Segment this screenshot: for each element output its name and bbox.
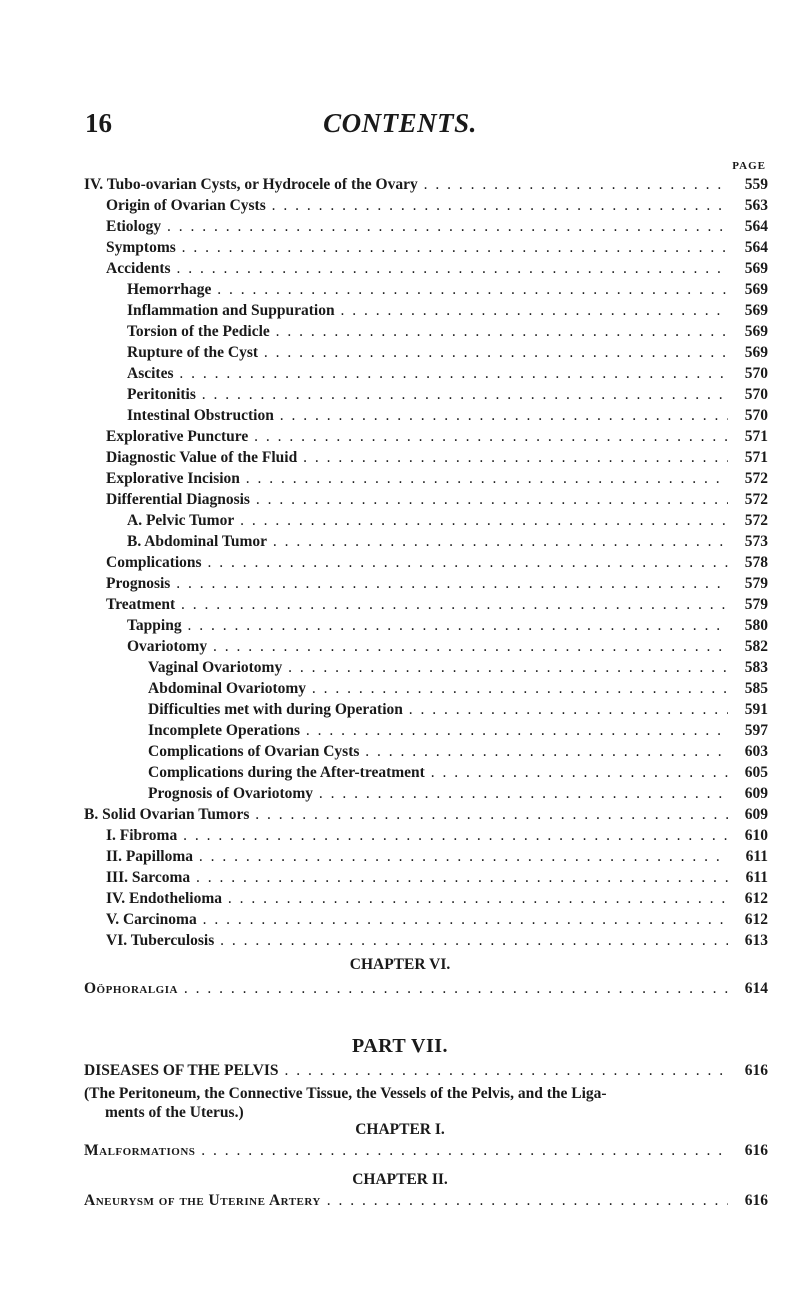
toc-entry — [0, 1191, 800, 1211]
toc-entry — [0, 889, 800, 909]
toc-entry-page: 613 — [728, 931, 768, 951]
toc-entry-label: Aneurysm of the Uterine Artery . . . — [84, 1191, 728, 1211]
toc-entry-page: 611 — [728, 847, 768, 867]
toc-entry-page: 616 — [728, 1061, 768, 1081]
toc-entry-label: Differential Diagnosis . . . — [106, 490, 728, 510]
toc-entry-page: 612 — [728, 910, 768, 930]
toc-entry-label: III. Sarcoma . . . — [106, 868, 728, 888]
toc-entry — [0, 574, 800, 594]
toc-entry-label: Origin of Ovarian Cysts . . . — [106, 196, 728, 216]
toc-entry-label: Complications of Ovarian Cysts . . . — [148, 742, 728, 762]
chapter-heading: CHAPTER I. — [355, 1121, 445, 1138]
toc-entry — [0, 979, 800, 999]
toc-entry-page: 580 — [728, 616, 768, 636]
toc-entry-label: A. Pelvic Tumor . . . — [127, 511, 728, 531]
toc-entry-page: 572 — [728, 490, 768, 510]
toc-entry — [0, 1141, 800, 1161]
toc-entry-page: 578 — [728, 553, 768, 573]
toc-entry-page: 597 — [728, 721, 768, 741]
toc-entry — [0, 238, 800, 258]
toc-entry-label: Complications during the After-treatment . . . — [148, 763, 728, 783]
toc-entry-page: 570 — [728, 364, 768, 384]
toc-entry-page: 612 — [728, 889, 768, 909]
toc-entry — [0, 763, 800, 783]
chapter-heading: CHAPTER II. — [352, 1171, 448, 1188]
toc-entry-label: V. Carcinoma . . . — [106, 910, 728, 930]
toc-entry-page: 563 — [728, 196, 768, 216]
toc-entry-page: 571 — [728, 448, 768, 468]
chapter-heading: CHAPTER VI. — [349, 956, 451, 973]
toc-entry-label: B. Abdominal Tumor . . . — [127, 532, 728, 552]
toc-entry-page: 609 — [728, 784, 768, 804]
toc-entry-label: Vaginal Ovariotomy . . . — [148, 658, 728, 678]
toc-entry-label: Tapping . . . — [127, 616, 728, 636]
toc-entry-label: Intestinal Obstruction . . . — [127, 406, 728, 426]
toc-entry — [0, 700, 800, 720]
toc-entry — [0, 490, 800, 510]
toc-entry — [0, 826, 800, 846]
toc-entry — [0, 679, 800, 699]
toc-entry-label: VI. Tuberculosis . . . — [106, 931, 728, 951]
toc-entry — [0, 196, 800, 216]
toc-entry-label: Diagnostic Value of the Fluid . . . — [106, 448, 728, 468]
toc-entry — [0, 616, 800, 636]
toc-entry-label: I. Fibroma . . . — [106, 826, 728, 846]
toc-entry-label: B. Solid Ovarian Tumors . . . — [84, 805, 728, 825]
toc-entry-label: IV. Tubo-ovarian Cysts, or Hydrocele of the Ovary . . . — [84, 175, 728, 195]
toc-entry-page: 610 — [728, 826, 768, 846]
toc-entry-label: Abdominal Ovariotomy . . . — [148, 679, 728, 699]
toc-entry-page: 579 — [728, 574, 768, 594]
toc-entry — [0, 742, 800, 762]
toc-entry-page: 564 — [728, 238, 768, 258]
toc-entry-page: 569 — [728, 301, 768, 321]
page-number: 16 — [85, 108, 112, 138]
toc-entry-label: Complications . . . — [106, 553, 728, 573]
toc-entry-label: Peritonitis . . . — [127, 385, 728, 405]
toc-entry — [0, 406, 800, 426]
toc-entry-label: Treatment . . . — [106, 595, 728, 615]
toc-entry — [0, 301, 800, 321]
toc-entry — [0, 364, 800, 384]
toc-entry-label: Inflammation and Suppuration . . . — [127, 301, 728, 321]
toc-entry — [0, 784, 800, 804]
toc-entry-label: Malformations . . . — [84, 1141, 728, 1161]
toc-entry-page: 585 — [728, 679, 768, 699]
toc-entry — [0, 448, 800, 468]
toc-entry-page: 571 — [728, 427, 768, 447]
toc-entry-label: Prognosis . . . — [106, 574, 728, 594]
part-heading: PART VII. — [351, 1035, 449, 1057]
toc-entry — [0, 343, 800, 363]
toc-entry-page: 569 — [728, 343, 768, 363]
toc-entry-label: Explorative Incision . . . — [106, 469, 728, 489]
toc-entry — [0, 1061, 800, 1081]
toc-entry-label: Explorative Puncture . . . — [106, 427, 728, 447]
toc-entry-page: 569 — [728, 280, 768, 300]
toc-entry — [0, 868, 800, 888]
toc-entry-label: II. Papilloma . . . — [106, 847, 728, 867]
toc-entry-page: 572 — [728, 511, 768, 531]
toc-entry — [0, 280, 800, 300]
part-note-line: (The Peritoneum, the Connective Tissue, the Vessels of the Pelvis, and the Liga- — [84, 1085, 607, 1102]
toc-entry-label: Ovariotomy . . . — [127, 637, 728, 657]
part-note-line: ments of the Uterus.) — [105, 1104, 244, 1121]
toc-entry-page: 572 — [728, 469, 768, 489]
toc-entry — [0, 385, 800, 405]
toc-entry-label: Difficulties met with during Operation . . . — [148, 700, 728, 720]
toc-entry — [0, 595, 800, 615]
toc-entry-page: 582 — [728, 637, 768, 657]
toc-entry-label: Torsion of the Pedicle . . . — [127, 322, 728, 342]
toc-entry-label: IV. Endothelioma . . . — [106, 889, 728, 909]
toc-entry — [0, 469, 800, 489]
toc-entry-page: 579 — [728, 595, 768, 615]
toc-entry — [0, 658, 800, 678]
toc-entry — [0, 553, 800, 573]
toc-entry-label: Hemorrhage . . . — [127, 280, 728, 300]
toc-entry — [0, 637, 800, 657]
toc-entry — [0, 847, 800, 867]
toc-entry-label: Accidents . . . — [106, 259, 728, 279]
toc-entry — [0, 721, 800, 741]
toc-entry — [0, 532, 800, 552]
toc-entry-page: 616 — [728, 1191, 768, 1211]
toc-entry-page: 570 — [728, 406, 768, 426]
toc-entry — [0, 175, 800, 195]
toc-entry — [0, 322, 800, 342]
toc-entry — [0, 931, 800, 951]
toc-entry — [0, 805, 800, 825]
toc-entry-label: Ascites . . . — [127, 364, 728, 384]
toc-entry — [0, 259, 800, 279]
toc-entry-label: Symptoms . . . — [106, 238, 728, 258]
toc-entry-label: Etiology . . . — [106, 217, 728, 237]
toc-entry-page: 605 — [728, 763, 768, 783]
page-column-label: PAGE — [732, 160, 766, 172]
toc-entry-label: Rupture of the Cyst . . . — [127, 343, 728, 363]
part-note — [84, 1084, 744, 1122]
toc-entry — [0, 217, 800, 237]
toc-entry-page: 573 — [728, 532, 768, 552]
toc-entry-page: 569 — [728, 259, 768, 279]
toc-entry — [0, 910, 800, 930]
toc-entry-label: Incomplete Operations . . . — [148, 721, 728, 741]
toc-entry-page: 609 — [728, 805, 768, 825]
toc-entry-page: 616 — [728, 1141, 768, 1161]
toc-entry-label: Oöphoralgia . . . — [84, 979, 728, 999]
running-title: CONTENTS. — [323, 108, 477, 138]
toc-entry-page: 559 — [728, 175, 768, 195]
toc-entry-page: 614 — [728, 979, 768, 999]
toc-entry-label: Prognosis of Ovariotomy . . . — [148, 784, 728, 804]
toc-entry-page: 611 — [728, 868, 768, 888]
toc-entry — [0, 511, 800, 531]
running-header — [0, 108, 800, 144]
toc-entry-page: 591 — [728, 700, 768, 720]
toc-entry-label: DISEASES OF THE PELVIS . . . — [84, 1061, 728, 1081]
toc-entry-page: 569 — [728, 322, 768, 342]
toc-entry-page: 570 — [728, 385, 768, 405]
toc-entry-page: 603 — [728, 742, 768, 762]
toc-entry-page: 583 — [728, 658, 768, 678]
toc-entry-page: 564 — [728, 217, 768, 237]
toc-entry — [0, 427, 800, 447]
